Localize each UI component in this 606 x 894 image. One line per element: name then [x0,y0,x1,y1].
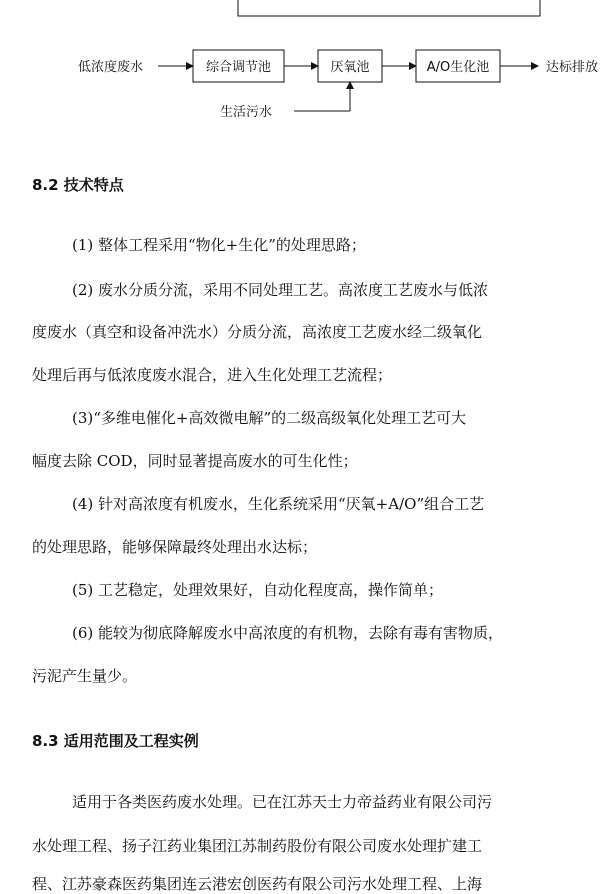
section-8-2-line-9: (5) 工艺稳定，处理效果好，自动化程度高，操作简单； [72,581,444,599]
section-8-2-line-10: (6) 能较为彻底降解废水中高浓度的有机物，去除有毒有害物质， [72,624,504,642]
section-8-3-line-1: 适用于各类医药废水处理。已在江苏天士力帝益药业有限公司污 [72,793,493,811]
section-8-2-title: 8.2 技术特点 [32,176,124,194]
section-8-2-line-2: (2) 废水分质分流，采用不同处理工艺。高浓度工艺废水与低浓 [72,281,489,299]
flow-input-domestic: 生活污水 [220,105,273,120]
process-flow-diagram [0,0,606,140]
recycle-line [238,0,540,16]
flow-input-low: 低浓度废水 [78,60,144,75]
section-8-2-line-4: 处理后再与低浓度废水混合，进入生化处理工艺流程； [32,366,393,384]
tank3-label: A/O生化池 [426,60,490,75]
section-8-2-line-6: 幅度去除 COD，同时显著提高废水的可生化性； [32,452,358,470]
section-8-2-line-8: 的处理思路，能够保障最终处理出水达标； [32,538,318,556]
section-8-3-line-2: 水处理工程、扬子江药业集团江苏制药股份有限公司废水处理扩建工 [32,837,483,855]
section-8-2-line-5: (3)“多维电催化+高效微电解”的二级高级氧化处理工艺可大 [72,409,467,427]
section-8-2-line-3: 度废水（真空和设备冲洗水）分质分流，高浓度工艺废水经二级氧化 [32,323,483,341]
section-8-3-line-3: 程、江苏豪森医药集团连云港宏创医药有限公司污水处理工程、上海 [32,875,483,893]
section-8-2-line-1: (1) 整体工程采用“物化+生化”的处理思路； [72,236,366,254]
tank1-label: 综合调节池 [205,60,272,75]
flow-output: 达标排放 [546,60,599,75]
section-8-2-line-7: (4) 针对高浓度有机废水，生化系统采用“厌氧+A/O”组合工艺 [72,495,485,513]
section-8-3-title: 8.3 适用范围及工程实例 [32,732,199,750]
tank2-label: 厌氧池 [330,60,370,75]
section-8-2-line-11: 污泥产生量少。 [32,667,138,685]
